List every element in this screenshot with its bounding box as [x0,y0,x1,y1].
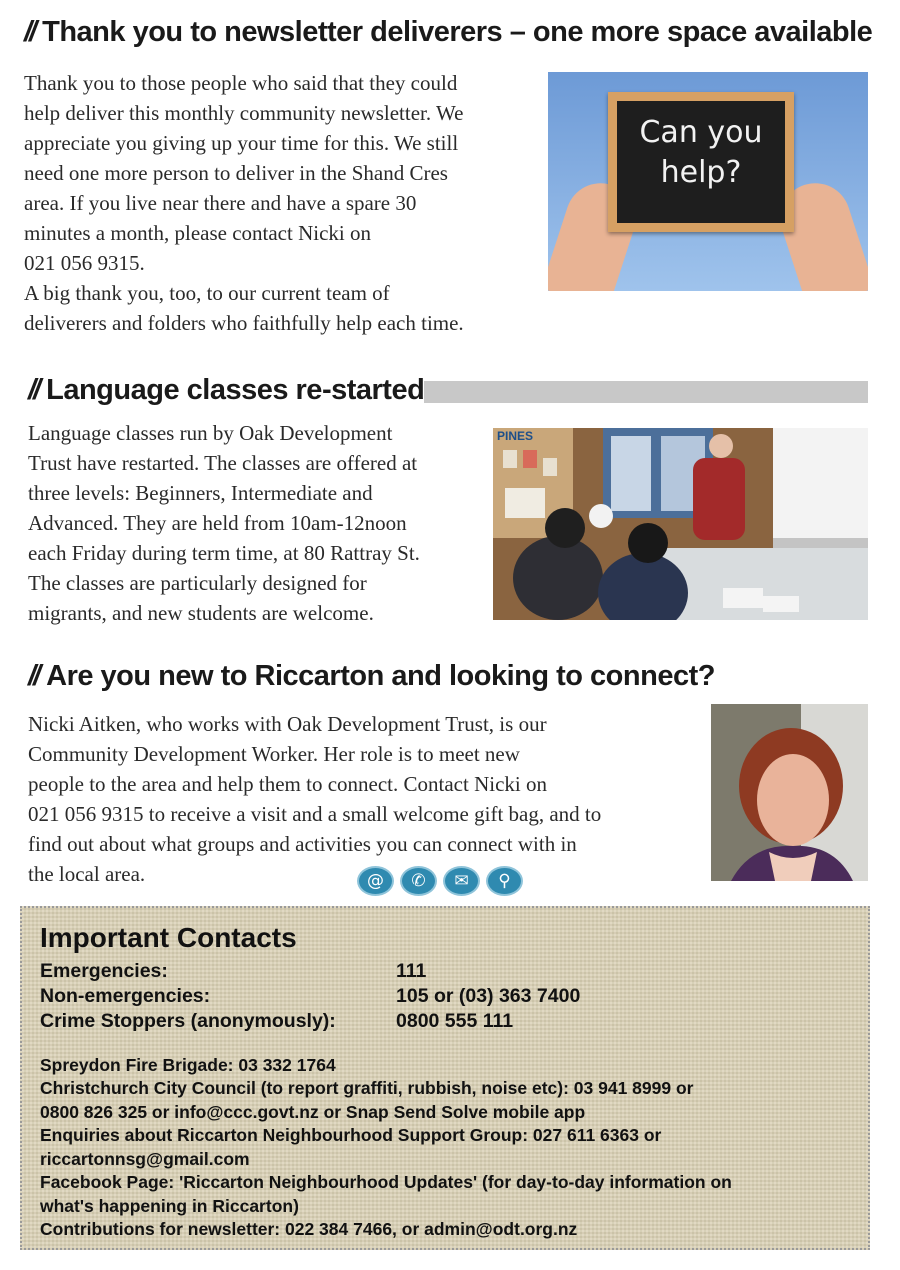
language-classes-paragraph [28,418,488,628]
text-line: area. If you live near there and have a spare 30 [24,191,417,215]
contact-line-facebook: Facebook Page: 'Riccarton Neighbourhood Updates' (for day-to-day information on [40,1172,732,1192]
text-line: Advanced. They are held from 10am-12noon [28,511,407,535]
double-slash-icon: // [28,660,39,692]
phone-icon[interactable]: ✆ [400,866,437,896]
text-line: deliverers and folders who faithfully help each time. [24,311,464,335]
text-line: migrants, and new students are welcome. [28,601,374,625]
section-heading-language-classes [28,374,424,407]
text-line: find out about what groups and activities you can connect with in [28,832,577,856]
text-line: the local area. [28,862,146,886]
text-line: Thank you to those people who said that they could [24,71,458,95]
contact-line-city-council: Christchurch City Council (to report graffiti, rubbish, noise etc): 03 941 8999 or [40,1078,694,1098]
text-line: Nicki Aitken, who works with Oak Development Trust, is our [28,712,547,736]
text-line: three levels: Beginners, Intermediate and [28,481,373,505]
heading-text: Are you new to Riccarton and looking to connect? [46,660,715,692]
classroom-illustration [493,428,868,620]
contact-line-contributions: Contributions for newsletter: 022 384 7466, or admin@odt.org.nz [40,1219,578,1239]
language-class-photo [493,428,868,620]
text-line: need one more person to deliver in the Shand Cres [24,161,448,185]
contact-label: Crime Stoppers (anonymously): [40,1010,336,1032]
text-line: help deliver this monthly community newsletter. We [24,101,464,125]
text-line: Trust have restarted. The classes are offered at [28,451,418,475]
contact-label: Emergencies: [40,960,168,982]
text-line: A big thank you, too, to our current team of [24,281,390,305]
contact-icons [357,866,523,896]
text-line: each Friday during term time, at 80 Rattray St. [28,541,420,565]
text-line: minutes a month, please contact Nicki on [24,221,371,245]
location-pin-icon[interactable]: ⚲ [486,866,523,896]
envelope-icon[interactable]: ✉ [443,866,480,896]
contact-line-neighbourhood-support: Enquiries about Riccarton Neighbourhood Support Group: 027 611 6363 or [40,1125,662,1145]
sign-text-line: help? [660,155,742,190]
contact-row-non-emergencies [40,985,580,1008]
text-line: 021 056 9315. [24,251,145,275]
text-line: people to the area and help them to connect. Contact Nicki on [28,772,547,796]
community-worker-paragraph [28,709,692,889]
contact-line-city-council-cont: 0800 826 325 or info@ccc.govt.nz or Snap Send Solve mobile app [40,1102,586,1122]
text-line: Community Development Worker. Her role is to meet new [28,742,520,766]
heading-rule-bar [424,381,868,403]
sign-text-line: Can you [639,115,763,150]
newsletter-deliverers-paragraph [24,68,544,338]
contact-line-fire-brigade: Spreydon Fire Brigade: 03 332 1764 [40,1055,336,1075]
text-line: appreciate you giving up your time for this. We still [24,131,459,155]
contact-label: Non-emergencies: [40,985,211,1007]
at-icon[interactable]: @ [357,866,394,896]
double-slash-icon: // [28,374,39,406]
contacts-title: Important Contacts [40,922,297,953]
important-contacts-box [20,906,870,1250]
heading-text: Language classes re-started [46,374,425,406]
text-line: The classes are particularly designed for [28,571,367,595]
text-line: 021 056 9315 to receive a visit and a small welcome gift bag, and to [28,802,602,826]
portrait-illustration [711,704,868,881]
chalkboard-sign [608,92,794,232]
contact-value: 105 or (03) 363 7400 [396,985,581,1007]
can-you-help-image [548,72,868,291]
section-heading-new-to-riccarton [28,660,715,693]
contact-row-crime-stoppers [40,1010,513,1033]
contact-line-facebook-cont: what's happening in Riccarton) [40,1196,299,1216]
heading-text: Thank you to newsletter deliverers – one more space available [42,16,873,48]
banner-text: PINES [497,429,534,443]
nicki-aitken-portrait [711,704,868,881]
text-line: Language classes run by Oak Development [28,421,393,445]
double-slash-icon: // [24,16,35,48]
contact-value: 111 [396,960,427,982]
contact-line-email: riccartonnsg@gmail.com [40,1149,250,1169]
section-heading-newsletter-deliverers [24,16,872,49]
contact-value: 0800 555 111 [396,1010,514,1032]
contact-row-emergencies [40,960,426,983]
